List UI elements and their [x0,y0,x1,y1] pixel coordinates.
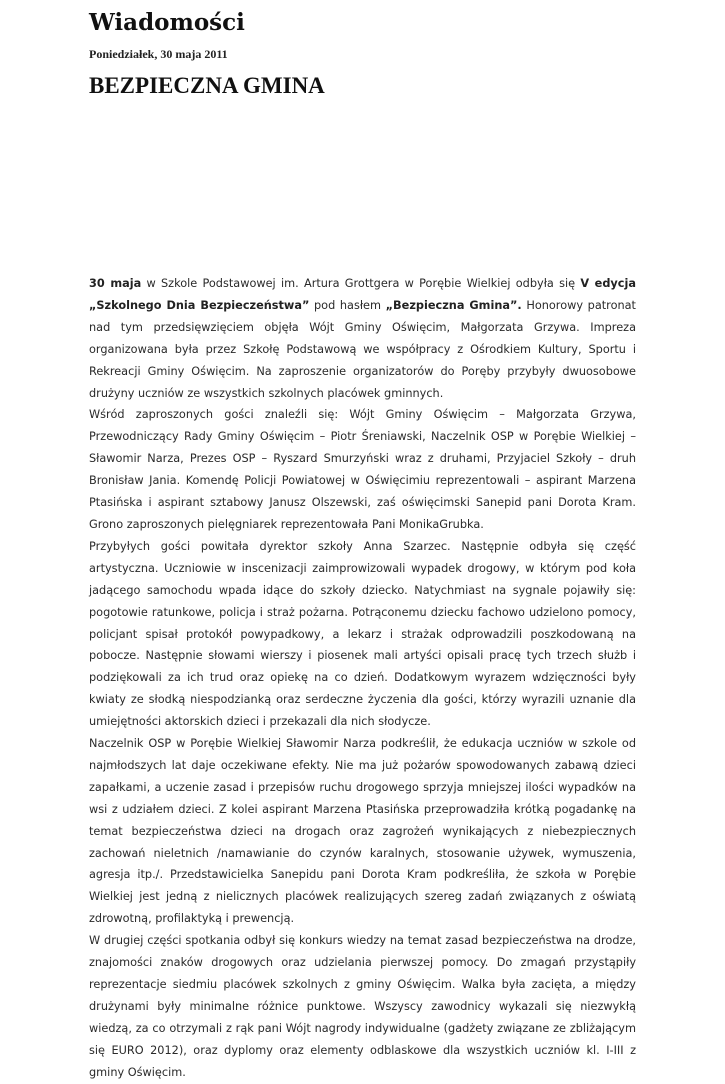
paragraph-1-text-b: pod hasłem [309,298,386,312]
blog-title[interactable]: Wiadomości [89,9,245,36]
paragraph-1-text-c: Honorowy patronat nad tym przedsięwzięciem objęła Wójt Gminy Oświęcim, Małgorzata Grzywa. Impreza organizowana była przez Szkołę Podstawową we współpracy z Ośrodkiem Kultury, Sportu i Rekreacji Gminy Oświęcim. Na zaproszenie organizatorów do Poręby przybyły dwuosobowe drużyny uczniów ze wszystkich szkolnych placówek gminnych. [89,298,636,400]
paragraph-1-text-a: w Szkole Podstawowej im. Artura Grottgera w Porębie Wielkiej odbyła się [141,277,581,290]
post-body [89,273,636,1084]
event-edition: V edycja „Szkolnego Dnia Bezpieczeństwa” [89,277,636,312]
post-paragraph-5: W drugiej części spotkania odbył się konkurs wiedzy na temat zasad bezpieczeństwa na drodze, znajomości znaków drogowych oraz udzielania pierwszej pomocy. Do zmagań przystąpiły reprezentacje siedmiu placówek szkolnych z gminy Oświęcim. Walka była zacięta, a między drużynami były minimalne różnice punktowe. Wszyscy zawodnicy wykazali się niezwykłą wiedzą, za co otrzymali z rąk pani Wójt nagrody indywidualne (gadżety związane ze zbliżającym się EURO 2012), oraz dyplomy oraz elementy odblaskowe dla wszystkich uczniów kl. I-III z gminy Oświęcim. [89,934,636,1079]
event-date: 30 maja [89,277,142,290]
event-slogan: „Bezpieczna Gmina”. [385,298,522,312]
post-paragraph-4: Naczelnik OSP w Porębie Wielkiej Sławomir Narza podkreślił, że edukacja uczniów w szkole od najmłodszych lat daje oczekiwane efekty. Nie ma już pożarów spowodowanych zabawą dzieci zapałkami, a uczenie zasad i przepisów ruchu drogowego sprzyja mniejszej ilości wypadków na wsi z udziałem dzieci. Z kolei aspirant Marzena Ptasińska przeprowadziła krótką pogadankę na temat bezpieczeństwa dzieci na drogach oraz zagrożeń wynikających z niebezpiecznych zachowań nieletnich /namawianie do czynów karalnych, stosowanie używek, wymuszenia, agresja itp./. Przedstawicielka Sanepidu pani Dorota Kram podkreśliła, że szkoła w Porębie Wielkiej jest jedną z nielicznych placówek realizujących szereg zadań związanych z oświatą zdrowotną, profilaktyką i prewencją. [89,737,636,926]
post-paragraph-2: Wśród zaproszonych gości znaleźli się: Wójt Gminy Oświęcim – Małgorzata Grzywa, Przewodniczący Rady Gminy Oświęcim – Piotr Śreniawski, Naczelnik OSP w Porębie Wielkiej – Sławomir Narza, Prezes OSP – Ryszard Smurzyński wraz z druhami, Przyjaciel Szkoły – druh Bronisław Jania. Komendę Policji Powiatowej w Oświęcimiu reprezentowali – aspirant Marzena Ptasińska i aspirant sztabowy Janusz Olszewski, zaś oświęcimski Sanepid pani Dorota Kram. Grono zaproszonych pielęgniarek reprezentowała Pani MonikaGrubka. [89,408,636,531]
post-paragraph-3: Przybyłych gości powitała dyrektor szkoły Anna Szarzec. Następnie odbyła się część artystyczna. Uczniowie w inscenizacji zaimprowizowali wypadek drogowy, w którym pod koła jadącego samochodu wpada idące do szkoły dziecko. Natychmiast na sygnale pojawiły się: pogotowie ratunkowe, policja i straż pożarna. Potrąconemu dziecku fachowo udzielono pomocy, policjant spisał protokół powypadkowy, a lekarz i strażak odprowadzili poszkodowaną na pobocze. Następnie słowami wierszy i piosenek mali artyści opisali pracę tych trzech służb i podziękowali za ich trud oraz opiekę na co dzień. Dodatkowym wyrazem wdzięczności były kwiaty ze słodką niespodzianką oraz serdeczne życzenia dla gości, którzy wyrazili uznanie dla umiejętności aktorskich dzieci i przekazali dla nich słodycze. [89,539,636,729]
post-title: BEZPIECZNA GMINA [89,73,325,98]
post-date: Poniedziałek, 30 maja 2011 [89,47,228,61]
post-paragraph-1 [89,273,636,404]
